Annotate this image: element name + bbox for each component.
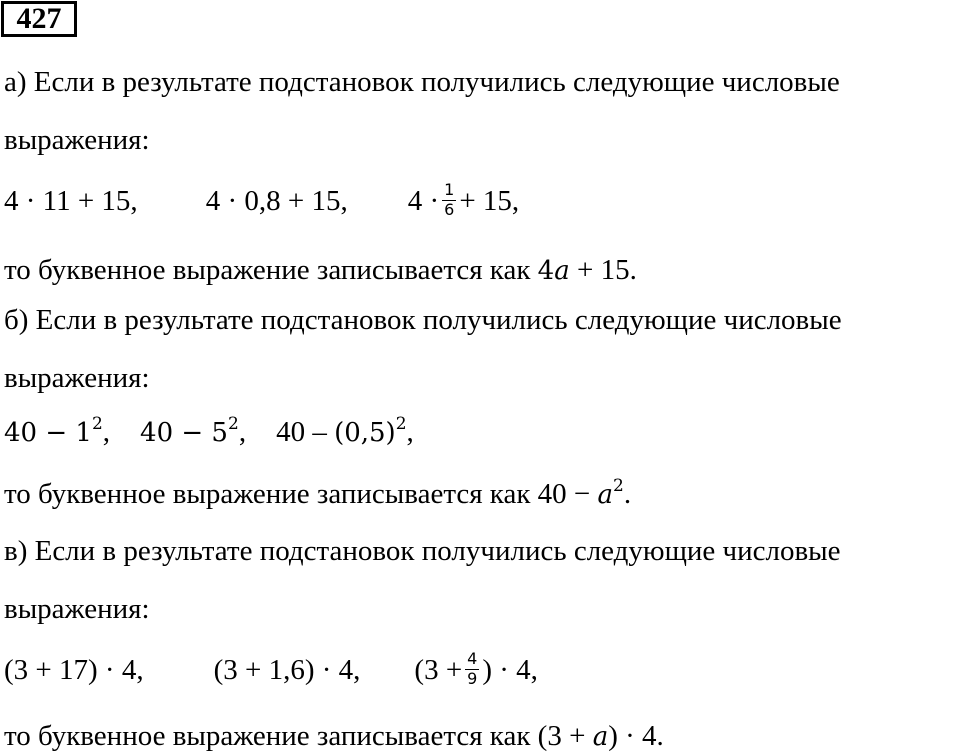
part-b-intro-line-2: выражения: bbox=[4, 362, 150, 394]
part-c-intro-line-2: выражения: bbox=[4, 593, 150, 625]
part-b-expressions bbox=[4, 414, 414, 450]
part-a-expr-2: 4 · 0,8 + 15, bbox=[205, 185, 348, 217]
part-c-expr-1: (3 + 17) · 4, bbox=[4, 654, 144, 686]
part-a-expr-3: 4 · $\frac{1}{6}$ + 15, bbox=[407, 180, 520, 220]
part-a-expressions bbox=[4, 180, 520, 220]
part-c-expr-2: (3 + 1,6) · 4, bbox=[213, 654, 361, 686]
part-b-result: то буквенное выражение записывается как $40 - a^2$. bbox=[4, 476, 632, 510]
part-a-intro-line-2: выражения: bbox=[4, 124, 150, 156]
variable-a: a bbox=[592, 722, 609, 752]
part-b-intro-line-1: б) Если в результате подстановок получились следующие числовые bbox=[4, 304, 842, 336]
exercise-number: 427 bbox=[1, 1, 77, 37]
part-b-expr-3: $40 - (0,5)^2$, bbox=[276, 414, 414, 448]
part-c-intro-line-1: в) Если в результате подстановок получились следующие числовые bbox=[4, 535, 841, 567]
part-a-result: то буквенное выражение записывается как 4a + 15. bbox=[4, 254, 637, 286]
fraction-four-ninths: $\frac{4}{9}$ bbox=[467, 649, 478, 689]
part-c-expressions bbox=[4, 649, 538, 689]
variable-a: a bbox=[554, 256, 570, 286]
variable-a: a bbox=[597, 480, 614, 510]
part-b-expr-2: $40 - 5^2$, bbox=[140, 414, 247, 448]
part-b-expr-1: $40 - 1^2$, bbox=[4, 414, 111, 448]
part-c-result: то буквенное выражение записывается как (3 + a) · 4. bbox=[4, 720, 664, 752]
part-a-intro-line-1: а) Если в результате подстановок получились следующие числовые bbox=[4, 66, 840, 98]
part-a-expr-1: 4 · 11 + 15, bbox=[4, 185, 138, 217]
fraction-one-sixth: $\frac{1}{6}$ bbox=[444, 180, 455, 220]
part-c-expr-3: (3 + $\frac{4}{9}$ ) · 4, bbox=[414, 649, 538, 689]
